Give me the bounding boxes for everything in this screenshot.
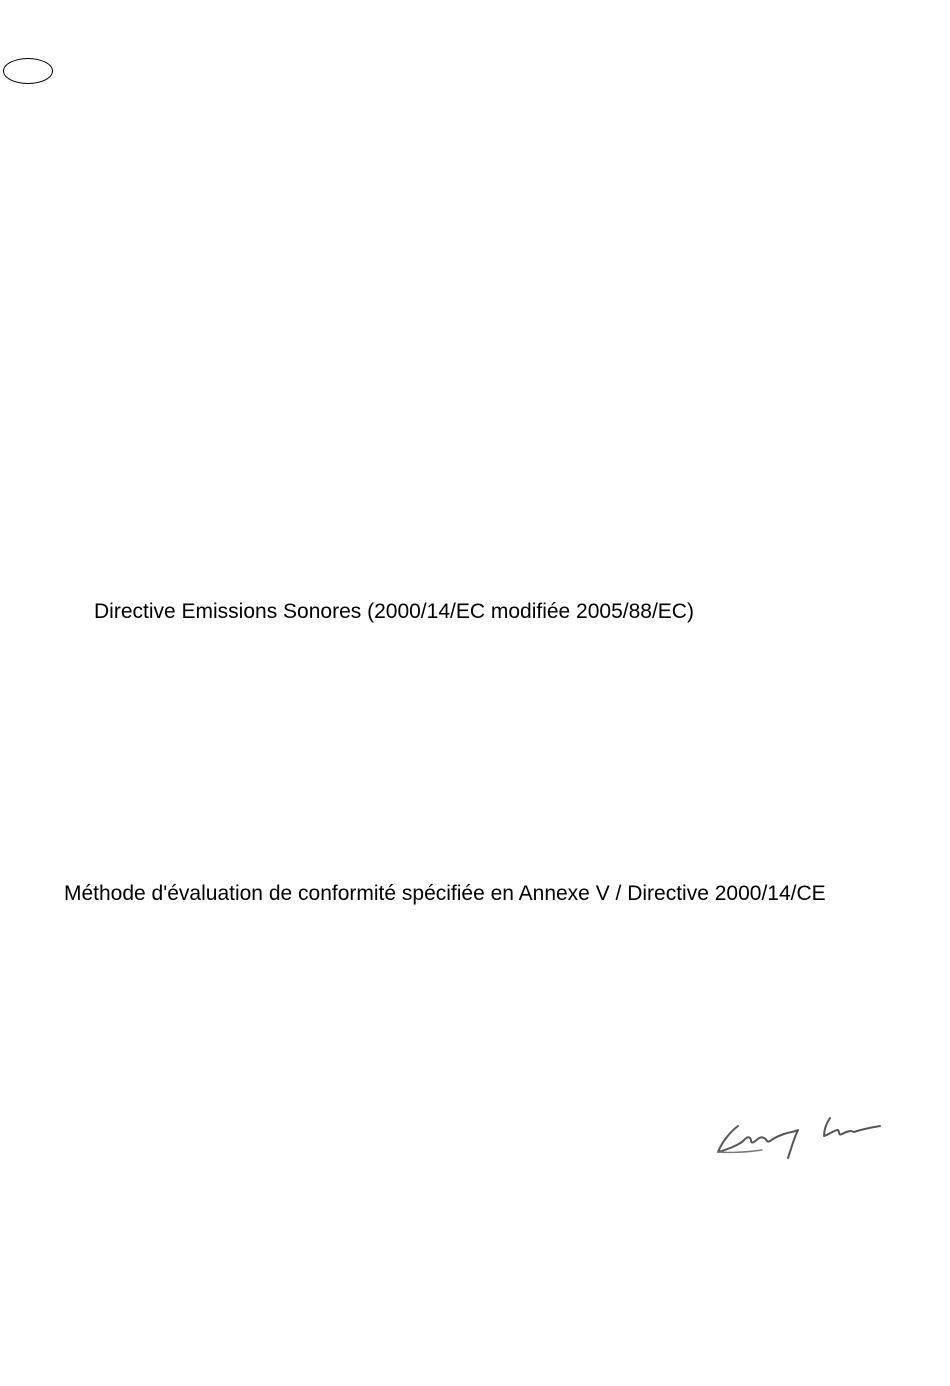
directive-text: Directive Emissions Sonores (2000/14/EC modifiée 2005/88/EC)	[94, 600, 694, 623]
corner-oval-mark	[3, 58, 53, 84]
method-text: Méthode d'évaluation de conformité spécifiée en Annexe V / Directive 2000/14/CE	[64, 882, 826, 905]
handwritten-signature	[712, 1112, 892, 1167]
